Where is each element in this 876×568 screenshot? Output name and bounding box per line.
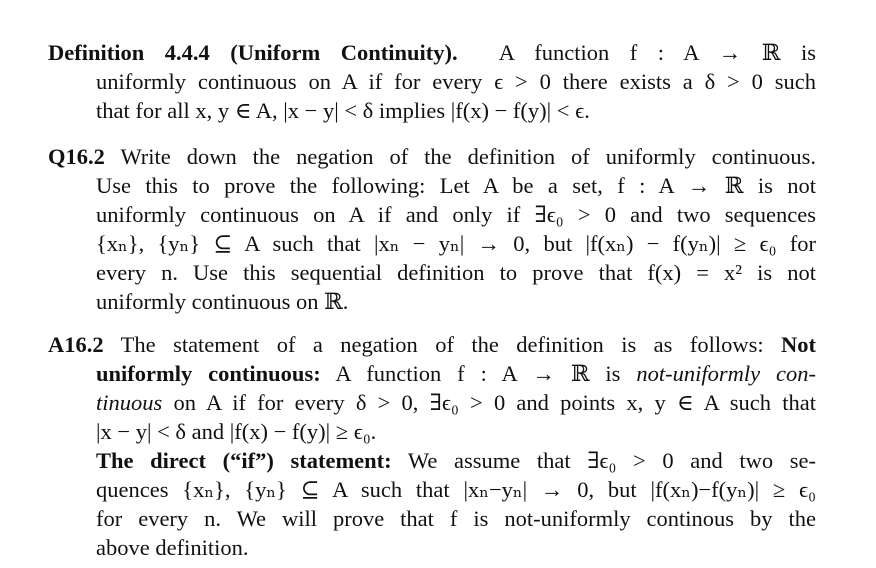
answer-text-3: on A if for every δ > 0, ∃ϵ₀ > 0 and points x, y ∈ A such that [173, 390, 817, 415]
answer-text-5: We assume that ∃ϵ₀ > 0 and two se- [407, 448, 816, 473]
not-uc-heading-a: Not [781, 332, 817, 357]
definition-block [48, 38, 816, 125]
answer-text-8: above definition. [96, 535, 249, 560]
answer-text-6: quences {xₙ}, {yₙ} ⊆ A such that |xₙ−yₙ| → 0, but |f(xₙ)−f(yₙ)| ≥ ϵ₀ [96, 477, 816, 502]
question-text-1: Write down the negation of the definition of uniformly continuous. [120, 144, 816, 169]
definition-line-1 [48, 38, 816, 67]
question-line-3 [48, 200, 816, 229]
clipped-next-line-ascenders [96, 557, 816, 568]
answer-text-4: |x − y| < δ and |f(x) − f(y)| ≥ ϵ₀. [96, 419, 377, 444]
question-text-5: every n. Use this sequential definition to prove that f(x) = x² is not [96, 260, 816, 285]
not-uc-term-b: tinuous [96, 390, 163, 415]
question-line-2 [48, 171, 816, 200]
definition-text-3: that for all x, y ∈ A, |x − y| < δ implies |f(x) − f(y)| < ϵ. [96, 98, 590, 123]
answer-line-4 [48, 417, 816, 446]
definition-line-3 [48, 96, 816, 125]
answer-text-2: A function f : A → ℝ is [335, 361, 621, 386]
answer-text-1: The statement of a negation of the definition is as follows: [120, 332, 764, 357]
answer-text-7: for every n. We will prove that f is not-uniformly continous by the [96, 506, 816, 531]
direct-heading: The direct (“if”) statement: [96, 448, 392, 473]
question-block [48, 142, 816, 316]
question-text-2: Use this to prove the following: Let A be a set, f : A → ℝ is not [96, 173, 816, 198]
question-line-6 [48, 287, 816, 316]
question-line-5 [48, 258, 816, 287]
answer-label: A16.2 [48, 332, 104, 357]
definition-text-1: A function f : A → ℝ is [498, 40, 816, 65]
answer-line-7 [48, 504, 816, 533]
not-uc-heading-b: uniformly continuous: [96, 361, 321, 386]
definition-label: Definition 4.4.4 (Uniform Continuity). [48, 40, 458, 65]
question-line-1 [48, 142, 816, 171]
question-text-4: {xₙ}, {yₙ} ⊆ A such that |xₙ − yₙ| → 0, but |f(xₙ) − f(yₙ)| ≥ ϵ₀ for [96, 231, 816, 256]
clipped-next-line [96, 557, 816, 568]
answer-block [48, 330, 816, 562]
question-label: Q16.2 [48, 144, 105, 169]
answer-line-6 [48, 475, 816, 504]
definition-text-2: uniformly continuous on A if for every ϵ > 0 there exists a δ > 0 such [96, 69, 816, 94]
not-uc-term-a: not-uniformly con- [636, 361, 817, 386]
definition-line-2 [48, 67, 816, 96]
answer-line-5 [48, 446, 816, 475]
question-text-6: uniformly continuous on ℝ. [96, 289, 349, 314]
answer-line-2 [48, 359, 816, 388]
answer-line-1 [48, 330, 816, 359]
question-line-4 [48, 229, 816, 258]
answer-line-3 [48, 388, 816, 417]
question-text-3: uniformly continuous on A if and only if ∃ϵ₀ > 0 and two sequences [96, 202, 816, 227]
